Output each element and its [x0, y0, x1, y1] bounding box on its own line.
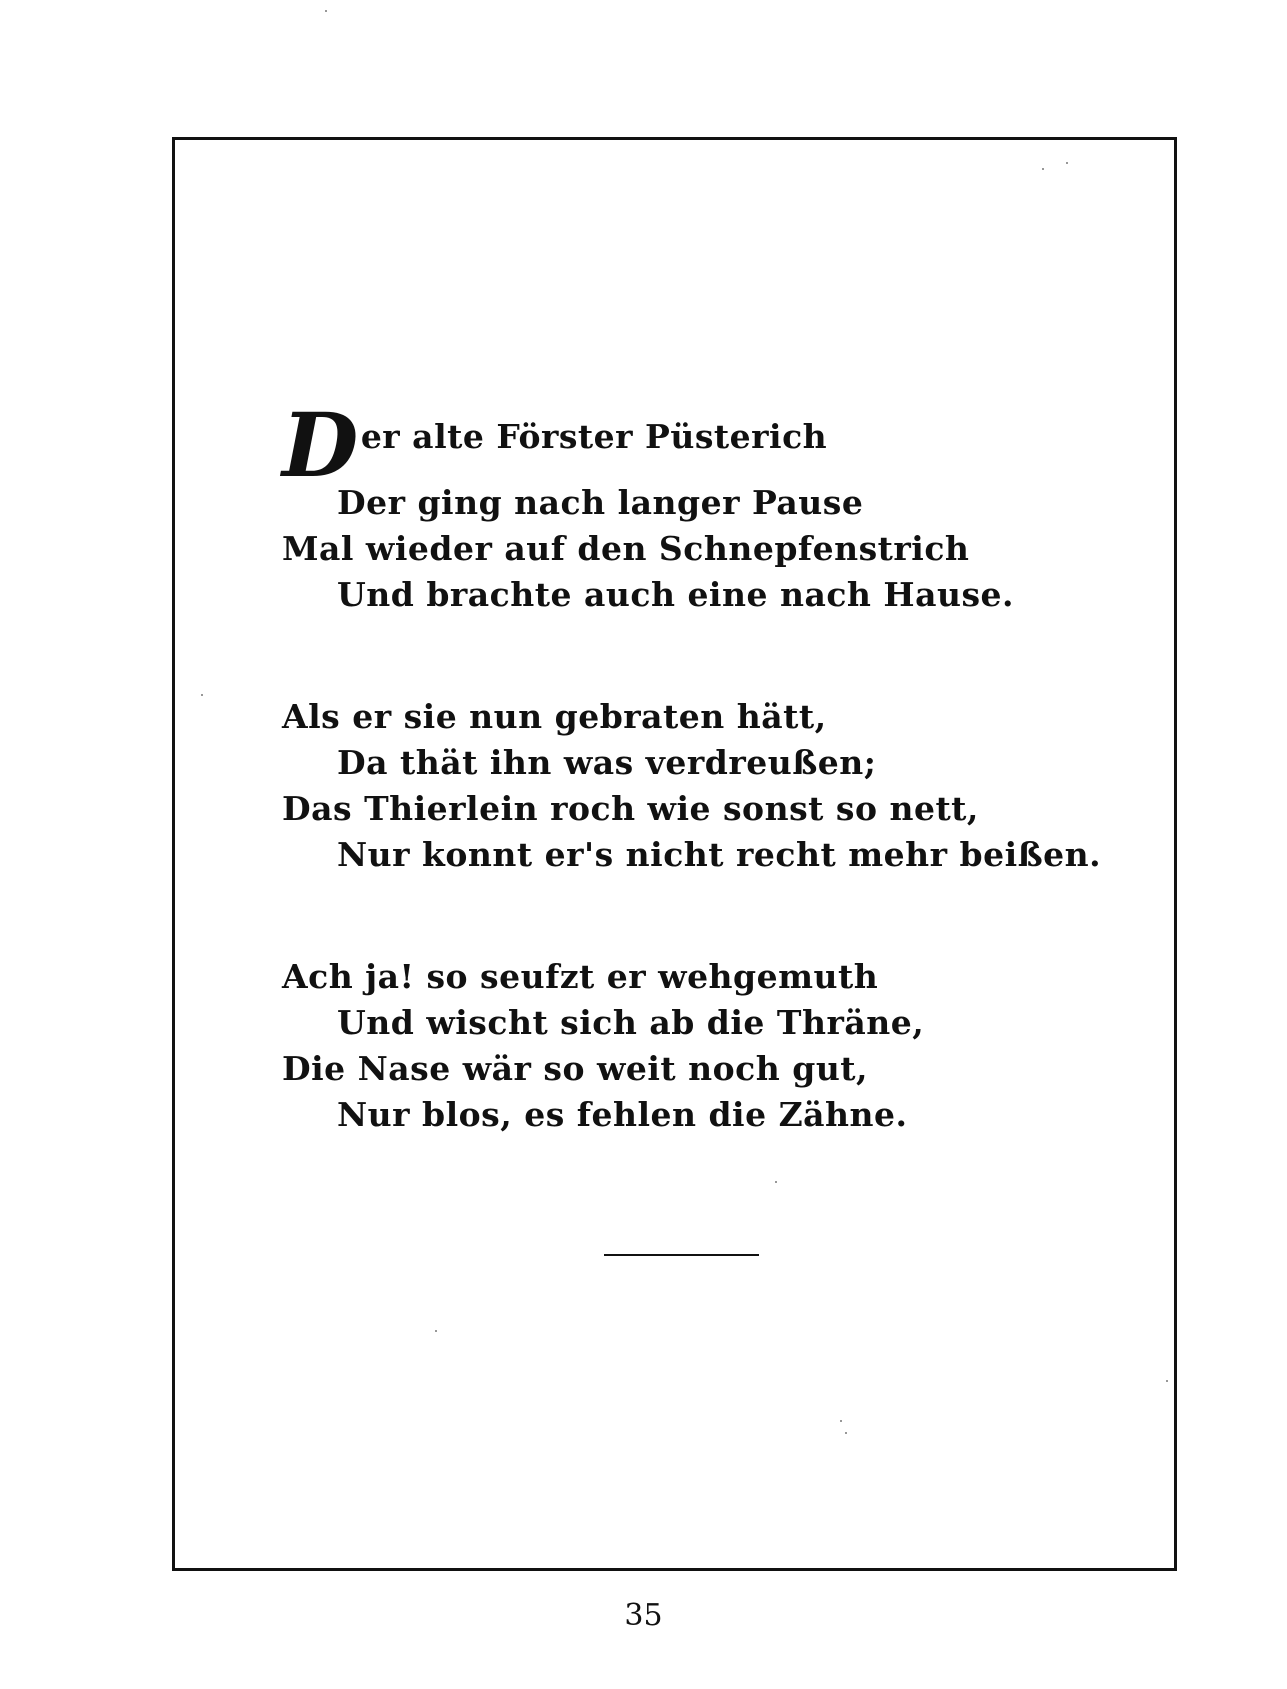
page-number: 35: [624, 1598, 663, 1633]
poem-line: Das Thierlein roch wie sonst so nett,: [282, 789, 979, 828]
scan-speck: [775, 1181, 777, 1183]
poem-line: Nur blos, es fehlen die Zähne.: [337, 1095, 908, 1134]
poem-line: Und brachte auch eine nach Hause.: [337, 575, 1015, 614]
section-divider: [604, 1254, 759, 1256]
poem-line: Und wischt sich ab die Thräne,: [337, 1003, 925, 1042]
stanza-1: [282, 393, 1082, 618]
poem-line: Die Nase wär so weit noch gut,: [282, 1049, 869, 1088]
scan-speck: [325, 10, 327, 12]
poem-line: Der ging nach langer Pause: [337, 483, 864, 522]
scan-speck: [1066, 162, 1068, 164]
poem-line: [282, 393, 1082, 497]
poem: [282, 393, 1102, 1214]
poem-line: Nur konnt er's nicht recht mehr beißen.: [337, 835, 1102, 874]
scan-speck: [435, 1330, 437, 1332]
scan-speck: [201, 694, 203, 696]
scan-speck: [1042, 168, 1044, 170]
stanza-3: [282, 954, 1082, 1138]
dropcap-initial: D: [282, 393, 359, 497]
poem-line: Als er sie nun gebraten hätt,: [282, 697, 827, 736]
scan-speck: [1166, 1380, 1168, 1382]
poem-line-text: er alte Förster Püsterich: [360, 417, 828, 456]
poem-line: Mal wieder auf den Schnepfenstrich: [282, 529, 970, 568]
scan-speck: [840, 1420, 842, 1422]
poem-line: Da thät ihn was verdreußen;: [337, 743, 877, 782]
poem-line: Ach ja! so seufzt er wehgemuth: [282, 957, 879, 996]
stanza-2: [282, 694, 1102, 878]
scan-speck: [845, 1432, 847, 1434]
